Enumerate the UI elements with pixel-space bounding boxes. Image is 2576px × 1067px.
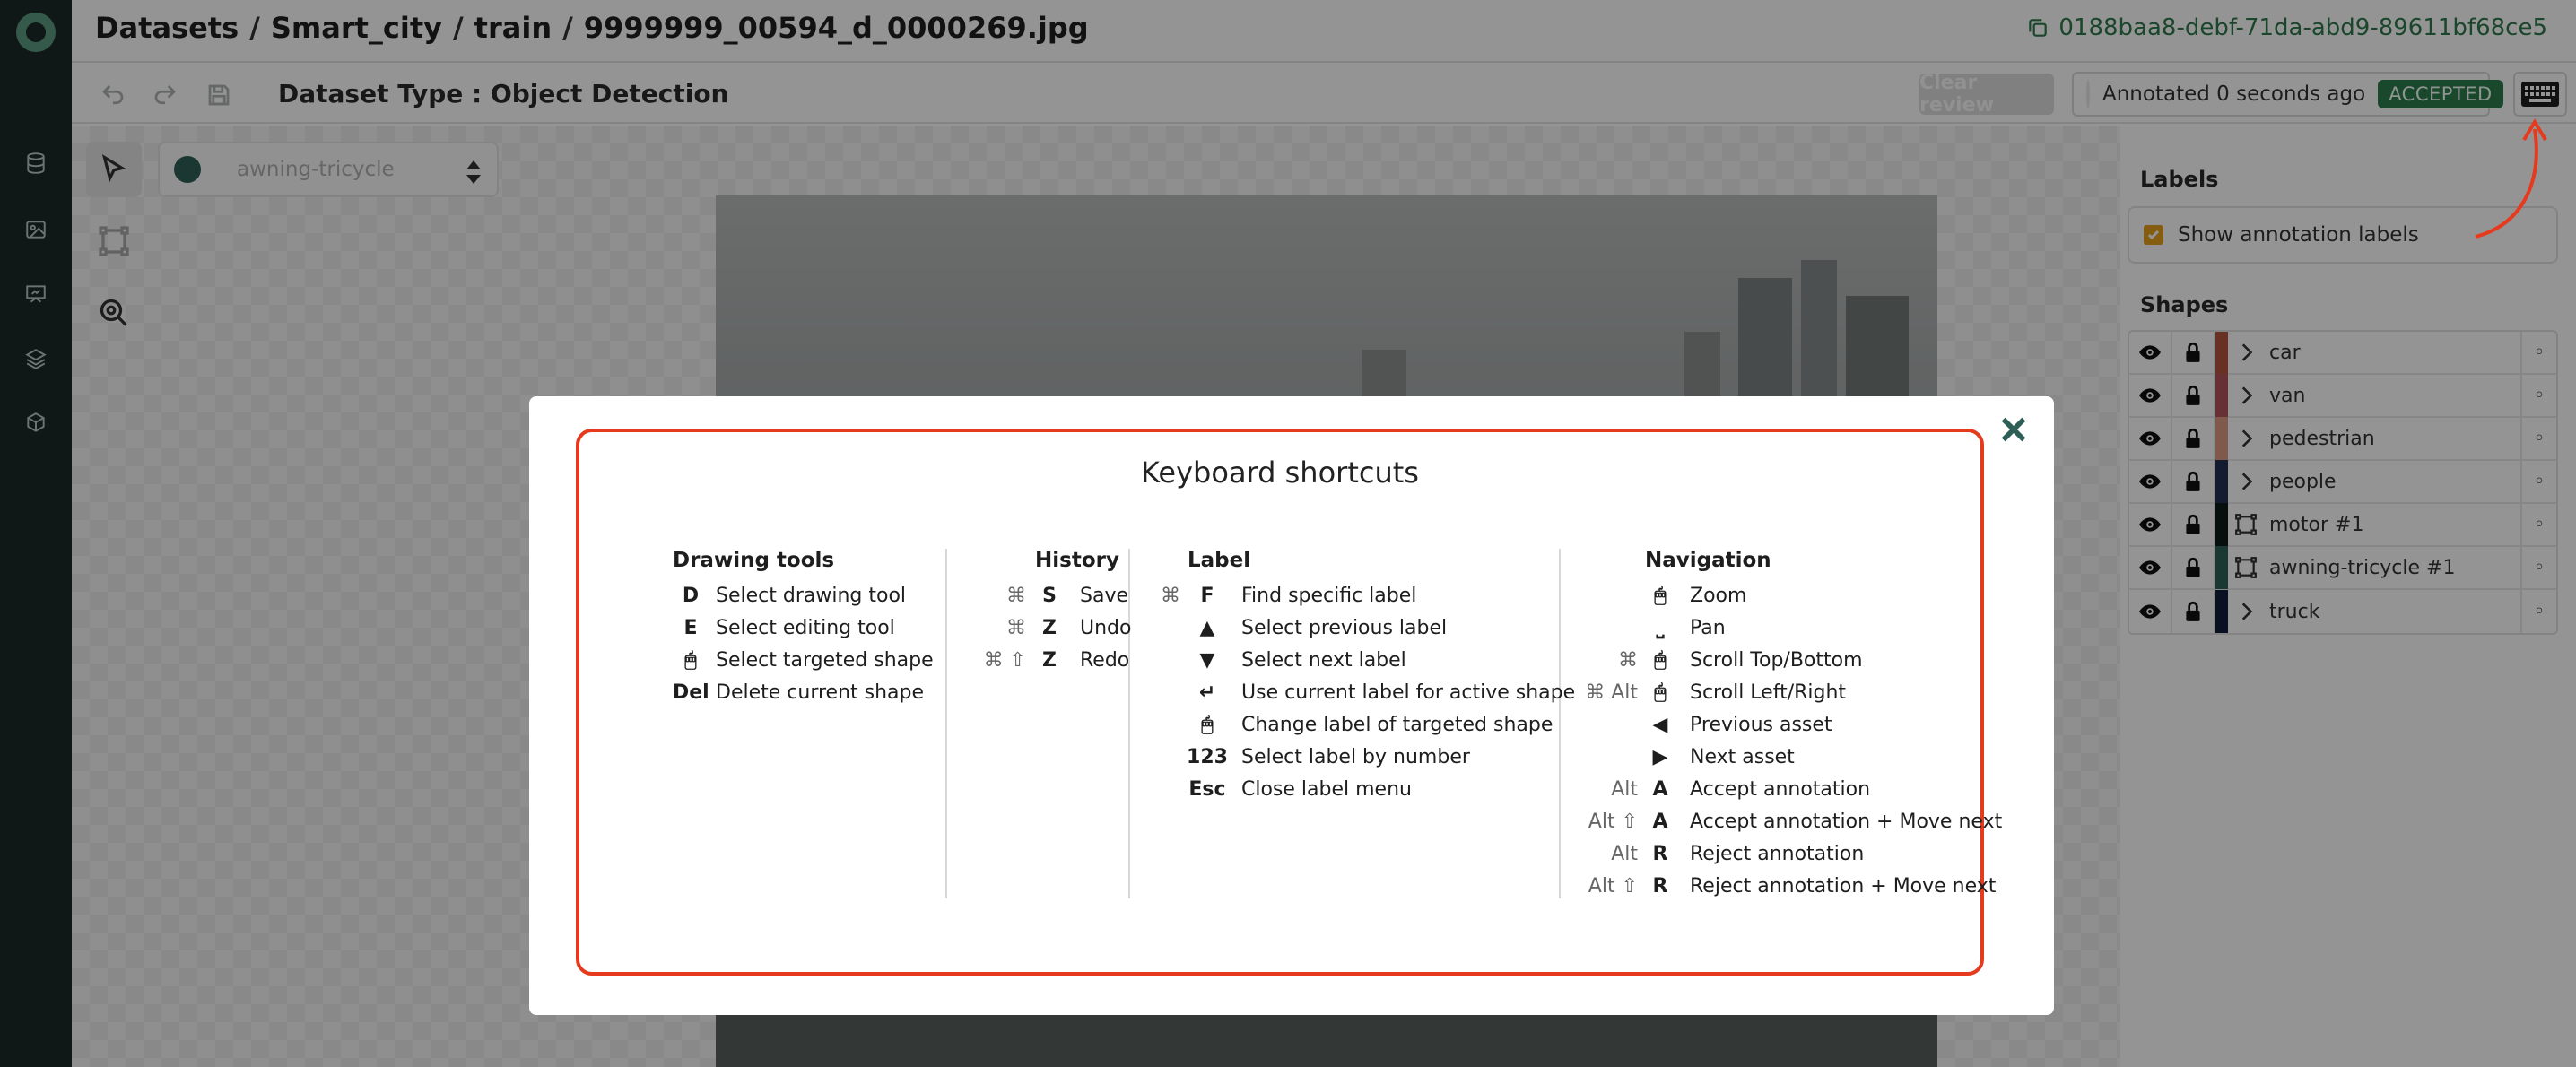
shortcut-column <box>1575 549 2002 902</box>
shape-options-button[interactable]: ◦ <box>2520 417 2556 460</box>
shape-options-button[interactable]: ◦ <box>2520 503 2556 546</box>
shortcut-description: Previous asset <box>1690 713 1832 736</box>
breadcrumb-separator: / <box>452 11 464 45</box>
shortcut-description: Select targeted shape <box>716 648 934 672</box>
close-modal-button[interactable] <box>1993 409 2034 450</box>
shortcut-description: Reject annotation + Move next <box>1690 874 1997 898</box>
shortcut-modifier: ⌘ ⇧ <box>983 648 1026 672</box>
shortcut-row <box>673 676 934 708</box>
labels-title: Labels <box>2140 167 2219 192</box>
shortcut-description: Change label of targeted shape <box>1241 713 1553 736</box>
shortcut-key: ⎵ <box>1656 616 1665 639</box>
shortcut-modifier: Alt ⇧ <box>1588 874 1638 898</box>
shortcut-column <box>972 549 1131 676</box>
shape-name: motor #1 <box>2269 513 2364 536</box>
shortcut-row <box>1575 579 2002 612</box>
shortcut-description: Accept annotation + Move next <box>1690 810 2003 833</box>
shortcut-row <box>1575 837 2002 870</box>
shape-name: pedestrian <box>2269 427 2375 450</box>
shortcut-row <box>1575 644 2002 676</box>
shortcut-modifier: ⌘ <box>1006 616 1026 639</box>
shortcut-modifier: ⌘ <box>1618 648 1638 672</box>
shortcut-key: Esc <box>1188 777 1226 801</box>
shortcut-row <box>1575 612 2002 644</box>
shape-options-button[interactable]: ◦ <box>2520 331 2556 374</box>
shortcut-row <box>1153 579 1575 612</box>
annotated-time: Annotated 0 seconds ago <box>2102 82 2366 106</box>
shortcut-row <box>1575 676 2002 708</box>
shortcut-row <box>1575 741 2002 773</box>
breadcrumb-file: 9999999_00594_d_0000269.jpg <box>583 11 1089 45</box>
shortcut-column <box>1153 549 1575 805</box>
shortcut-row <box>1153 741 1575 773</box>
show-labels-text: Show annotation labels <box>2178 223 2419 247</box>
shortcut-key: 🖱 <box>684 648 697 672</box>
breadcrumb-separator: / <box>562 11 573 45</box>
shortcut-description: Redo <box>1080 648 1130 672</box>
breadcrumb-split[interactable]: train <box>474 11 553 45</box>
shortcut-description: Select next label <box>1241 648 1406 672</box>
modal-title: Keyboard shortcuts <box>1141 455 1419 490</box>
shortcut-row <box>1153 708 1575 741</box>
shortcut-description: Select editing tool <box>716 616 895 639</box>
shortcut-modifier: ⌘ <box>1006 584 1026 607</box>
shortcut-key: 🖱 <box>1654 584 1667 607</box>
shape-name: truck <box>2269 600 2320 623</box>
shortcut-key: Del <box>673 681 709 704</box>
shape-name: van <box>2269 384 2306 407</box>
shortcut-description: Delete current shape <box>716 681 925 704</box>
shortcut-column-title: Navigation <box>1645 549 1771 572</box>
shortcut-key: S <box>1042 584 1057 607</box>
shortcut-key: 🖱 <box>1654 681 1667 704</box>
shortcut-description: Select drawing tool <box>716 584 907 607</box>
breadcrumb-separator: / <box>249 11 260 45</box>
shortcut-description: Select previous label <box>1241 616 1448 639</box>
keyboard-shortcuts-modal <box>529 396 2054 1015</box>
shortcut-key: ▼ <box>1199 648 1215 672</box>
shortcut-key: 123 <box>1187 745 1228 768</box>
shape-name: people <box>2269 470 2337 493</box>
breadcrumb-dataset[interactable]: Smart_city <box>270 11 442 45</box>
close-icon <box>1998 414 2029 445</box>
shortcut-description: Scroll Top/Bottom <box>1690 648 1863 672</box>
shortcut-key: ◀ <box>1652 713 1668 736</box>
shortcut-description: Undo <box>1080 616 1132 639</box>
selected-label: awning-tricycle <box>237 158 395 181</box>
shortcut-row <box>673 612 934 644</box>
shortcut-key: D <box>682 584 700 607</box>
shape-options-button[interactable]: ◦ <box>2520 374 2556 417</box>
shortcut-key: R <box>1652 842 1668 865</box>
shape-options-button[interactable]: ◦ <box>2520 590 2556 633</box>
shortcut-description: Pan <box>1690 616 1726 639</box>
shortcut-row <box>673 644 934 676</box>
asset-id-text: 0188baa8-debf-71da-abd9-89611bf68ce5 <box>2058 14 2547 41</box>
shortcut-modifier: Alt <box>1611 842 1638 865</box>
shortcut-description: Zoom <box>1690 584 1747 607</box>
shortcut-row <box>972 612 1131 644</box>
shortcut-row <box>1153 612 1575 644</box>
clear-review-button[interactable]: Clear review <box>1919 74 2054 115</box>
shortcut-key: Z <box>1042 648 1057 672</box>
shortcut-key: ▲ <box>1199 616 1215 639</box>
shortcut-key: ↵ <box>1198 681 1216 704</box>
shortcut-key: F <box>1200 584 1214 607</box>
shortcut-description: Close label menu <box>1241 777 1412 801</box>
dataset-type: Dataset Type : Object Detection <box>278 79 729 108</box>
shortcut-key: A <box>1652 810 1668 833</box>
shape-options-button[interactable]: ◦ <box>2520 460 2556 503</box>
shortcut-modifier: ⌘ <box>1161 584 1180 607</box>
shortcut-row <box>1153 773 1575 805</box>
shortcut-row <box>1575 773 2002 805</box>
shortcut-key: R <box>1652 874 1668 898</box>
shortcut-row <box>1575 708 2002 741</box>
shortcut-row <box>972 579 1131 612</box>
status-badge: ACCEPTED <box>2378 80 2503 108</box>
shortcut-description: Save <box>1080 584 1129 607</box>
shortcut-row <box>1575 805 2002 837</box>
shortcut-column <box>673 549 934 708</box>
shortcut-description: Next asset <box>1690 745 1795 768</box>
shortcut-column-title: Label <box>1188 549 1251 572</box>
shortcut-row <box>1575 870 2002 902</box>
shapes-title: Shapes <box>2140 292 2229 317</box>
shortcuts-highlight-frame <box>576 429 2003 976</box>
shortcut-key: A <box>1652 777 1668 801</box>
shortcut-description: Use current label for active shape <box>1241 681 1576 704</box>
shortcut-key: Z <box>1042 616 1057 639</box>
shortcut-description: Accept annotation <box>1690 777 1871 801</box>
shortcut-modifier: ⌘ Alt <box>1585 681 1638 704</box>
shape-name: awning-tricycle #1 <box>2269 556 2456 579</box>
shortcut-column-title: History <box>1035 549 1119 572</box>
shortcut-column-title: Drawing tools <box>673 549 835 572</box>
shortcut-description: Find specific label <box>1241 584 1417 607</box>
shortcut-key: ▶ <box>1652 745 1668 768</box>
shortcut-description: Scroll Left/Right <box>1690 681 1847 704</box>
shape-name: car <box>2269 341 2301 364</box>
shortcut-key: 🖱 <box>1201 713 1214 736</box>
shortcut-description: Select label by number <box>1241 745 1470 768</box>
shortcut-modifier: Alt ⇧ <box>1588 810 1638 833</box>
shape-options-button[interactable]: ◦ <box>2520 546 2556 589</box>
shortcut-description: Reject annotation <box>1690 842 1865 865</box>
shortcut-key: E <box>683 616 698 639</box>
shortcut-key: 🖱 <box>1654 648 1667 672</box>
annotation-arrow <box>2458 113 2556 247</box>
shortcut-row <box>972 644 1131 676</box>
shortcut-row <box>673 579 934 612</box>
shortcut-row <box>1153 644 1575 676</box>
shortcut-modifier: Alt <box>1611 777 1638 801</box>
breadcrumb-datasets[interactable]: Datasets <box>95 11 239 45</box>
shortcut-row <box>1153 676 1575 708</box>
column-divider <box>945 549 947 898</box>
